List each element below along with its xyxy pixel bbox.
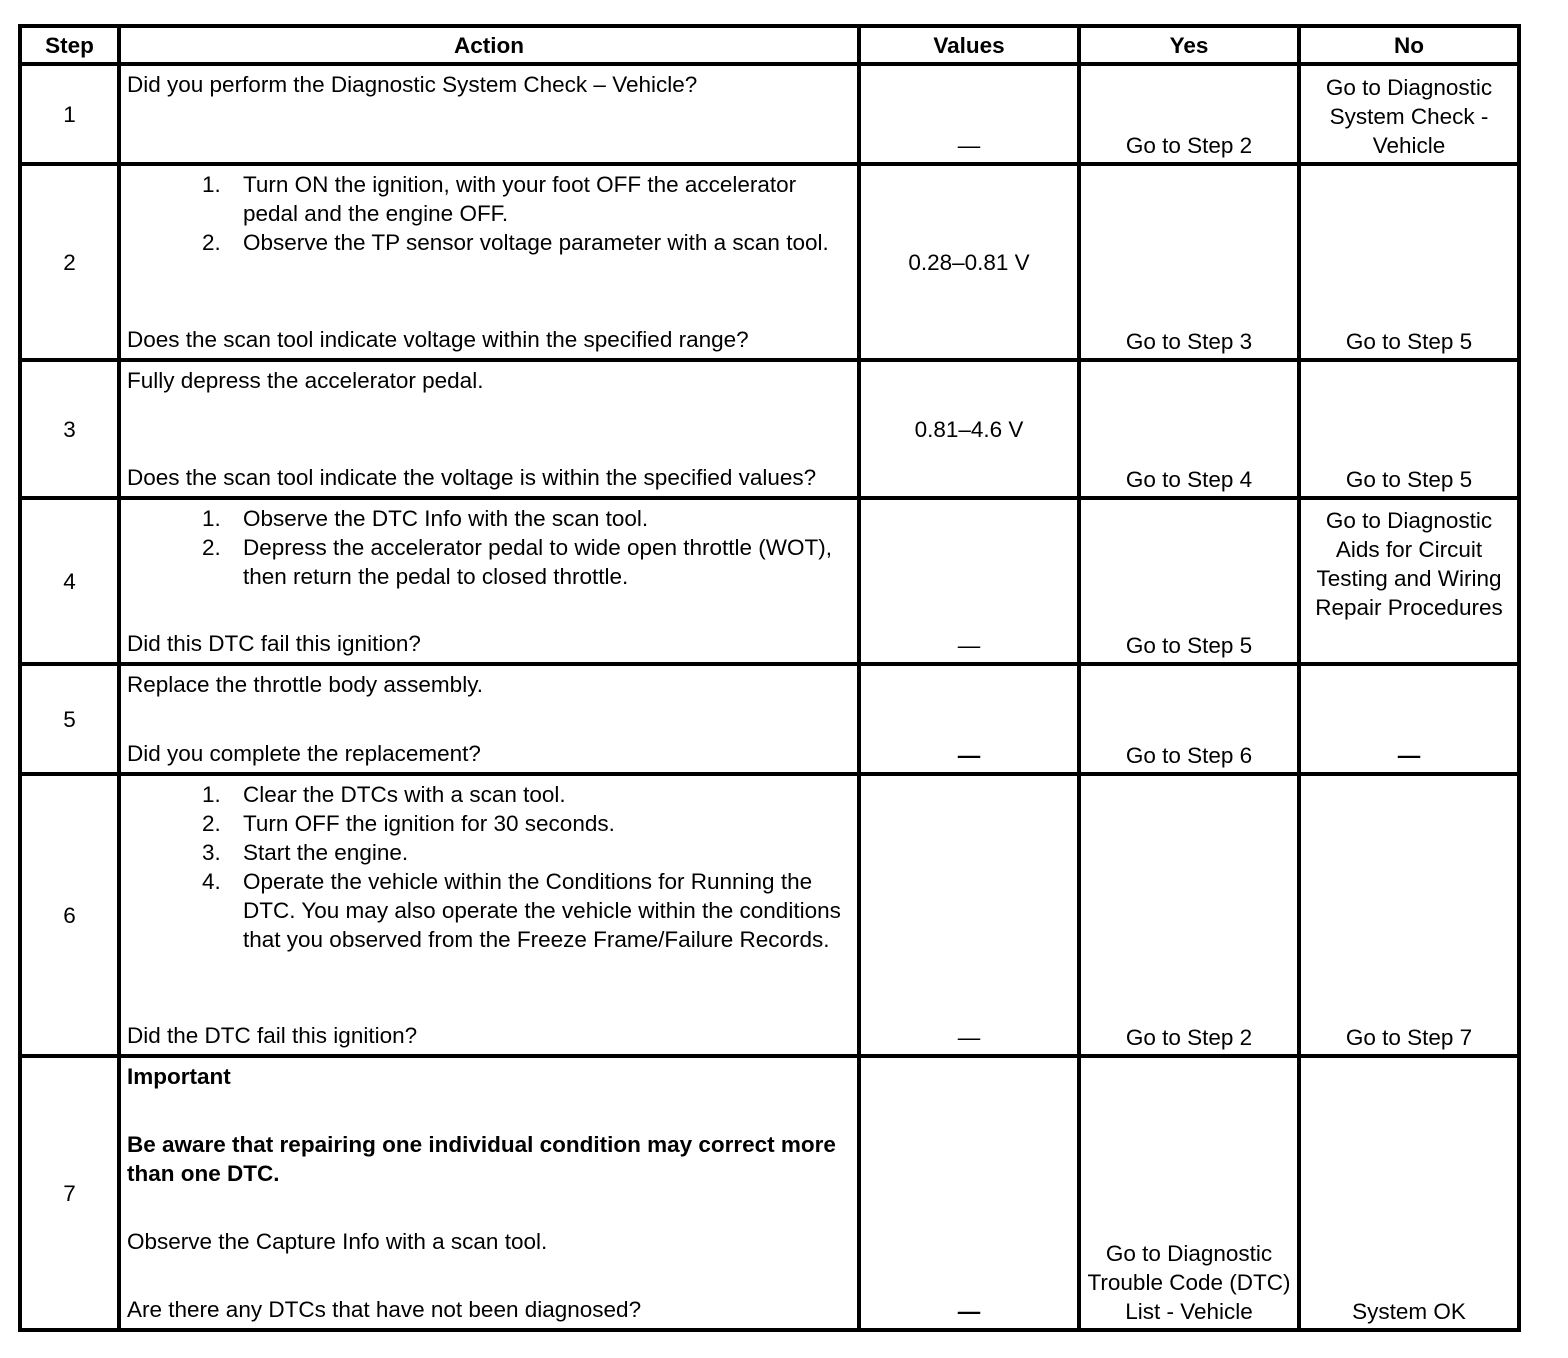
header-yes: Yes [1079,26,1299,64]
step-number: 1 [20,64,119,164]
yes-text: Go to Step 4 [1125,467,1253,492]
no-text: Go to Step 7 [1345,1025,1473,1050]
table-row [20,164,1519,360]
table-row [20,664,1519,774]
action-question: Did you perform the Diagnostic System Check – Vehicle? [127,72,698,97]
value-text: — [957,633,981,658]
no-text: — [1397,743,1421,768]
action-item: 3. Start the engine. [227,838,849,867]
step-number: 4 [20,498,119,664]
action-item: 4. Operate the vehicle within the Conditions for Running the DTC. You may also operate the vehicle within the conditions that you observed from the Freeze Frame/Failure Records. [227,867,849,954]
table-row [20,498,1519,664]
no-text: Go to Step 5 [1345,329,1473,354]
action-instruction: Replace the throttle body assembly. [127,672,484,697]
step-number: 6 [20,774,119,1056]
table-row [20,1056,1519,1330]
header-action: Action [119,26,859,64]
action-instruction: Fully depress the accelerator pedal. [127,368,484,393]
diagnostic-table [18,24,1521,1332]
action-question: Did you complete the replacement? [127,741,481,766]
table-row [20,774,1519,1056]
value-text: 0.28–0.81 V [908,249,1030,275]
action-instruction: Observe the Capture Info with a scan tool. [127,1229,548,1254]
header-step: Step [20,26,119,64]
action-item: 2. Depress the accelerator pedal to wide open throttle (WOT), then return the pedal to closed throttle. [227,533,849,591]
no-text: Go to Diagnostic System Check - Vehicle [1325,75,1493,158]
step-number: 7 [20,1056,119,1330]
action-list [127,170,849,257]
action-question: Did the DTC fail this ignition? [127,1023,418,1048]
value-text: — [957,1299,981,1324]
action-question: Are there any DTCs that have not been diagnosed? [127,1297,642,1322]
no-text: Go to Diagnostic Aids for Circuit Testing and Wiring Repair Procedures [1315,508,1503,620]
action-question: Does the scan tool indicate voltage within the specified range? [127,327,749,352]
header-values: Values [859,26,1079,64]
value-text: — [957,133,981,158]
action-item: 1. Clear the DTCs with a scan tool. [227,780,849,809]
action-item: 1. Turn ON the ignition, with your foot OFF the accelerator pedal and the engine OFF. [227,170,849,228]
action-question: Does the scan tool indicate the voltage is within the specified values? [127,465,817,490]
step-number: 2 [20,164,119,360]
table-row [20,64,1519,164]
no-text: Go to Step 5 [1345,467,1473,492]
yes-text: Go to Diagnostic Trouble Code (DTC) List - Vehicle [1087,1241,1291,1324]
action-question: Did this DTC fail this ignition? [127,631,421,656]
yes-text: Go to Step 3 [1125,329,1253,354]
important-text: Be aware that repairing one individual condition may correct more than one DTC. [127,1132,836,1186]
table-row [20,360,1519,498]
step-number: 5 [20,664,119,774]
header-no: No [1299,26,1519,64]
step-number: 3 [20,360,119,498]
important-title: Important [127,1064,231,1089]
action-list [127,780,849,954]
yes-text: Go to Step 6 [1125,743,1253,768]
value-text: 0.81–4.6 V [914,416,1024,442]
action-list [127,504,849,591]
action-item: 1. Observe the DTC Info with the scan tool. [227,504,849,533]
yes-text: Go to Step 5 [1125,633,1253,658]
yes-text: Go to Step 2 [1125,1025,1253,1050]
no-text: System OK [1352,1299,1466,1324]
header-row [20,26,1519,64]
action-item: 2. Turn OFF the ignition for 30 seconds. [227,809,849,838]
yes-text: Go to Step 2 [1125,133,1253,158]
value-text: — [957,743,981,768]
action-item: 2. Observe the TP sensor voltage parameter with a scan tool. [227,228,849,257]
value-text: — [957,1025,981,1050]
